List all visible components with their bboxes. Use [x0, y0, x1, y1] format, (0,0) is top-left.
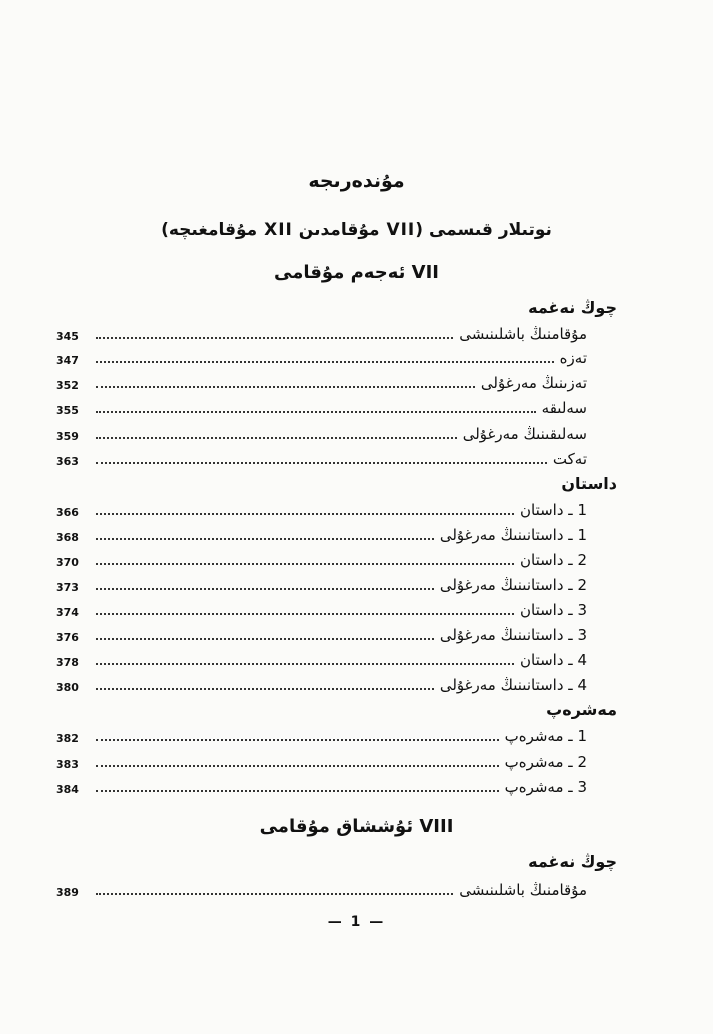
page-number: 384 — [56, 783, 79, 796]
page-number: 345 — [56, 330, 79, 343]
page-number: 370 — [56, 556, 79, 569]
entry-label: 2 ـ داستان — [519, 551, 587, 569]
entry-label: تەزە — [559, 349, 587, 367]
toc-entry — [56, 775, 587, 797]
toc-entry — [56, 573, 587, 595]
entry-label: سەلىقىنىڭ مەرغۇلى — [462, 425, 587, 443]
entry-label: 2 ـ داستانىنىڭ مەرغۇلى — [439, 576, 587, 594]
page-subtitle: نوتىلار قىسمى (VII مۇقامدىن XII مۇقامغىچە) — [161, 220, 552, 240]
page-number: 389 — [56, 886, 79, 899]
page-number: 374 — [56, 606, 79, 619]
dot-leader — [96, 538, 434, 540]
page-number: 347 — [56, 354, 79, 367]
toc-entry — [56, 750, 587, 772]
page-number: 373 — [56, 581, 79, 594]
dot-leader — [96, 688, 434, 690]
toc-entry — [56, 371, 587, 393]
entry-label: 4 ـ داستان — [519, 651, 587, 669]
group-heading: مەشرەپ — [546, 700, 617, 719]
entry-label: مۇقامنىڭ باشلىنىشى — [459, 881, 587, 899]
page-number: 378 — [56, 656, 79, 669]
entry-label: 1 ـ داستان — [519, 501, 587, 519]
toc-entry — [56, 648, 587, 670]
entry-label: 1 ـ مەشرەپ — [504, 727, 587, 745]
entry-label: 3 ـ داستانىنىڭ مەرغۇلى — [439, 626, 587, 644]
toc-entry — [56, 447, 587, 469]
page-number: 382 — [56, 732, 79, 745]
dot-leader — [96, 765, 499, 767]
toc-entry — [56, 396, 587, 418]
toc-entry — [56, 322, 587, 344]
dot-leader — [96, 437, 457, 439]
dot-leader — [96, 361, 554, 363]
toc-entry — [56, 724, 587, 746]
page-number: 366 — [56, 506, 79, 519]
entry-label: مۇقامنىڭ باشلىنىشى — [459, 325, 587, 343]
page-number: 376 — [56, 631, 79, 644]
page-number: 380 — [56, 681, 79, 694]
toc-entry — [56, 422, 587, 444]
entry-label: تەكت — [552, 450, 587, 468]
entry-label: سەلىقە — [541, 399, 587, 417]
entry-label: 3 ـ مەشرەپ — [504, 778, 587, 796]
toc-entry — [56, 523, 587, 545]
section-heading-viii: VIII ئۇششاق مۇقامى — [259, 816, 454, 837]
dot-leader — [96, 790, 499, 792]
dot-leader — [96, 337, 453, 339]
section-heading-vii: VII ئەجەم مۇقامى — [274, 262, 439, 283]
dot-leader — [96, 513, 514, 515]
toc-entry — [56, 346, 587, 368]
page-number: 383 — [56, 758, 79, 771]
page-number: 355 — [56, 404, 79, 417]
toc-entry — [56, 878, 587, 900]
page-number: 368 — [56, 531, 79, 544]
dot-leader — [96, 638, 434, 640]
dot-leader — [96, 613, 514, 615]
group-heading: داستان — [561, 474, 617, 493]
entry-label: 4 ـ داستانىنىڭ مەرغۇلى — [439, 676, 587, 694]
dot-leader — [96, 411, 536, 413]
toc-entry — [56, 498, 587, 520]
entry-label: 3 ـ داستان — [519, 601, 587, 619]
toc-entry — [56, 623, 587, 645]
toc-entry — [56, 598, 587, 620]
dot-leader — [96, 663, 514, 665]
dot-leader — [96, 739, 499, 741]
dot-leader — [96, 893, 453, 895]
page-title: مۇندەرىجە — [308, 170, 405, 192]
dot-leader — [96, 462, 547, 464]
group-heading: چوڭ نەغمە — [528, 852, 617, 871]
dot-leader — [96, 588, 434, 590]
group-heading: چوڭ نەغمە — [528, 298, 617, 317]
entry-label: 1 ـ داستانىنىڭ مەرغۇلى — [439, 526, 587, 544]
page-number: 359 — [56, 430, 79, 443]
page-footer-number: — 1 — — [327, 914, 386, 930]
entry-label: تەزىنىڭ مەرغۇلى — [480, 374, 587, 392]
entry-label: 2 ـ مەشرەپ — [504, 753, 587, 771]
toc-entry — [56, 548, 587, 570]
dot-leader — [96, 386, 475, 388]
page-number: 363 — [56, 455, 79, 468]
toc-entry — [56, 673, 587, 695]
page-number: 352 — [56, 379, 79, 392]
dot-leader — [96, 563, 514, 565]
